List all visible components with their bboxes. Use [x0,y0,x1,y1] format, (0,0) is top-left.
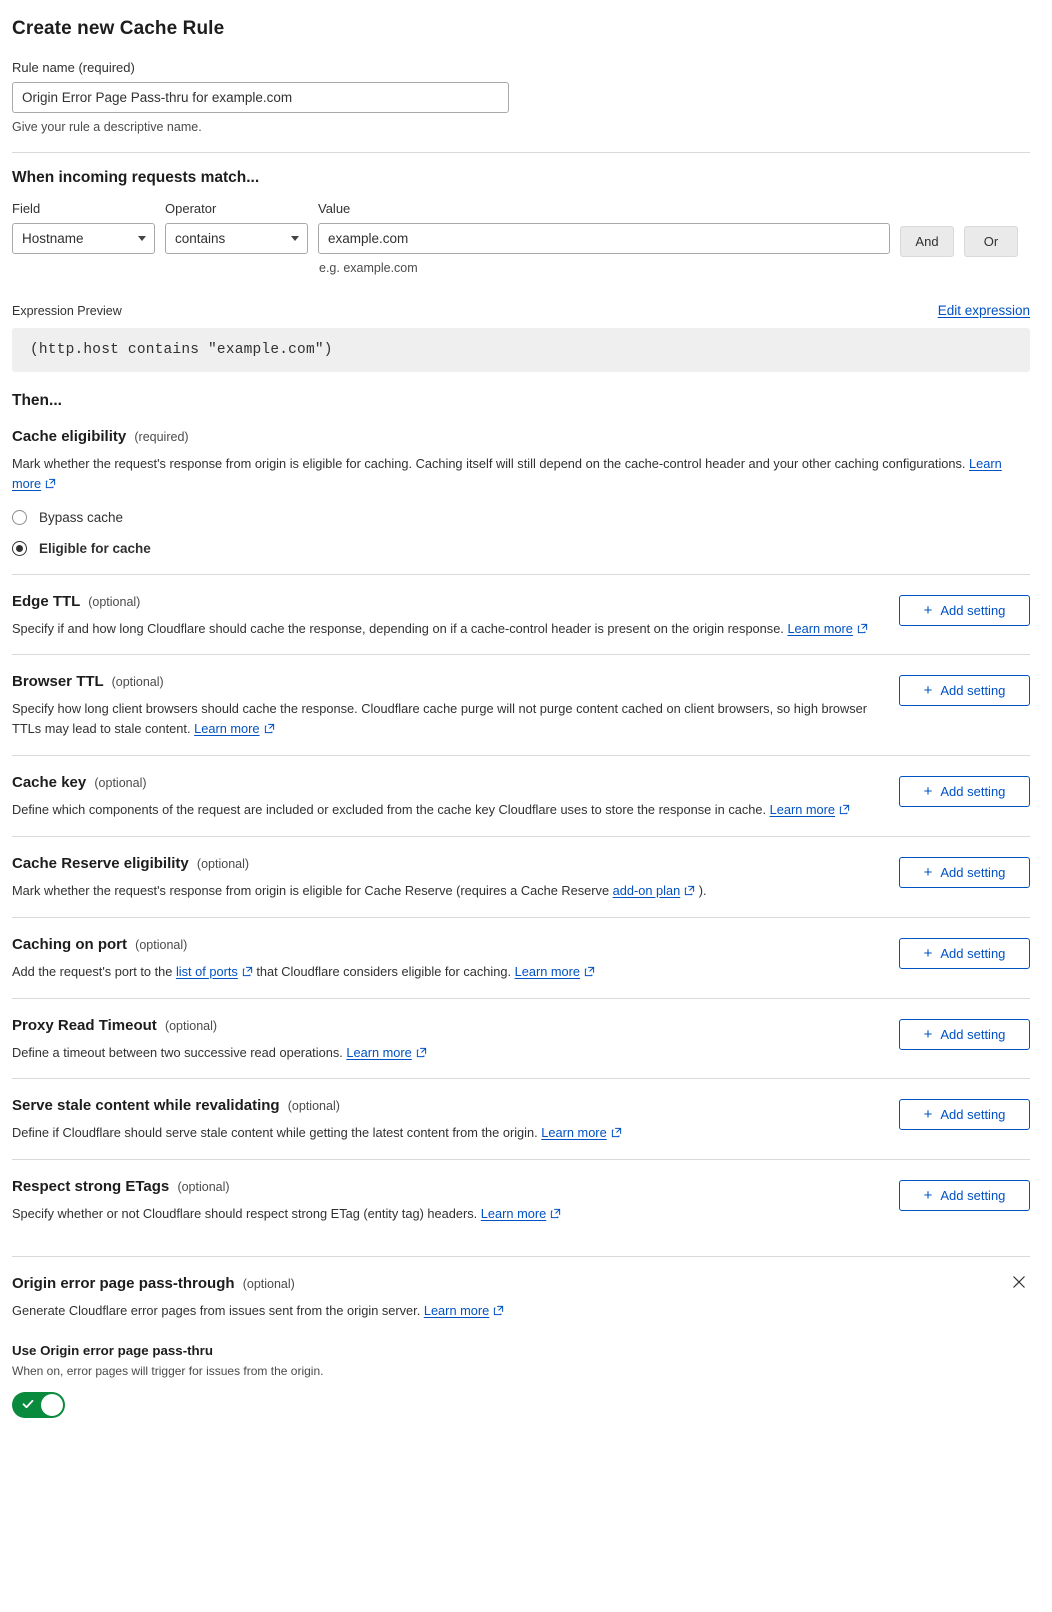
match-row [12,201,1030,275]
rule-name-help: Give your rule a descriptive name. [12,120,202,134]
expression-header [12,303,1030,318]
setting-optional-tag: (optional) [287,1099,340,1114]
external-link-icon [550,1208,561,1219]
radio-eligible-for-cache[interactable] [12,541,1030,556]
add-setting-button-respect-etags[interactable] [899,1180,1030,1211]
page-title: Create new Cache Rule [12,18,225,39]
setting-title-text: Edge TTL [12,592,81,610]
add-setting-button-proxy-read-timeout[interactable] [899,1019,1030,1050]
setting-info-serve-stale [12,1097,899,1143]
origin-error-page-section [12,1256,1030,1421]
add-setting-label: Add setting [940,945,1006,961]
add-setting-button-cache-key[interactable] [899,776,1030,807]
add-setting-label: Add setting [940,1026,1006,1042]
setting-title-text: Browser TTL [12,673,104,691]
setting-title-serve-stale [12,1097,879,1114]
setting-title-text: Respect strong ETags [12,1178,170,1196]
plus-icon: + [923,863,933,881]
setting-title-respect-etags [12,1178,879,1195]
setting-title-cache-key [12,774,879,791]
rule-name-group [12,60,1030,134]
add-setting-button-serve-stale[interactable] [899,1099,1030,1130]
setting-desc-text: Define if Cloudflare should serve stale content while getting the latest content from the origin. [12,1125,538,1141]
setting-desc-browser-ttl [12,699,879,739]
setting-info-edge-ttl [12,593,899,639]
plus-icon: + [923,944,933,962]
or-button[interactable]: Or [964,226,1018,257]
add-setting-label: Add setting [940,784,1006,800]
and-button[interactable]: And [900,226,954,257]
setting-optional-tag: (optional) [196,856,250,871]
setting-title-edge-ttl [12,593,879,610]
learn-more-link-browser-ttl[interactable]: Learn more [194,721,260,737]
match-section-heading: When incoming requests match... [12,169,260,186]
plus-icon: + [923,1106,933,1124]
radio-icon-bypass [12,510,27,525]
setting-row-browser-ttl [12,654,1030,755]
setting-title-text: Caching on port [12,935,127,953]
setting-optional-tag: (optional) [164,1018,218,1033]
or-button-wrap [964,201,1018,257]
add-setting-label: Add setting [940,864,1006,880]
rule-name-label: Rule name (required) [12,60,135,75]
cache-eligibility-learn-more-link[interactable]: Learn more [12,456,1002,491]
setting-info-browser-ttl [12,673,899,739]
origin-error-description [12,1301,1007,1321]
learn-more-link-origin-error[interactable]: Learn more [423,1303,490,1319]
setting-title-browser-ttl [12,673,879,690]
add-setting-button-caching-on-port[interactable] [899,938,1030,969]
edit-expression-link[interactable]: Edit expression [937,303,1030,318]
origin-error-title [12,1275,1030,1292]
origin-error-toggle-title: Use Origin error page pass-thru [12,1342,213,1358]
check-icon [22,1398,34,1410]
add-setting-label: Add setting [940,602,1006,618]
external-link-icon [242,966,253,977]
setting-desc-text-post: ). [698,882,707,898]
setting-title-text: Serve stale content while revalidating [12,1097,280,1115]
setting-optional-tag: (optional) [94,776,147,791]
setting-desc-text-post: that Cloudflare considers eligible for caching. [256,963,512,979]
add-setting-button-cache-reserve[interactable] [899,857,1030,888]
setting-title-caching-on-port [12,936,879,953]
setting-desc-proxy-read-timeout [12,1043,879,1063]
field-label: Field [12,201,41,216]
setting-info-caching-on-port [12,936,899,982]
value-input[interactable] [318,223,890,254]
learn-more-link-edge-ttl[interactable]: Learn more [787,620,853,636]
add-setting-label: Add setting [940,683,1006,699]
list-of-ports-link[interactable]: list of ports [175,963,238,979]
origin-error-toggle-description: When on, error pages will trigger for issues from the origin. [12,1363,324,1378]
origin-error-optional-tag: (optional) [242,1277,295,1292]
expression-preview-box: (http.host contains "example.com") [12,328,1030,372]
setting-desc-text: Add the request's port to the [12,963,173,979]
setting-desc-text: Specify how long client browsers should cache the response. Cloudflare cache purge will not purge content cached on client browsers, so high browser TTLs may lead to stale content. [12,701,868,737]
field-select-wrap [12,223,155,254]
learn-more-link-cache-key[interactable]: Learn more [769,802,836,818]
setting-title-text: Cache key [12,774,87,792]
value-column [318,201,890,275]
setting-title-cache-reserve [12,855,879,872]
add-setting-label: Add setting [940,1107,1006,1123]
cache-eligibility-section [12,428,1030,556]
operator-column [165,201,308,254]
plus-icon: + [923,1187,933,1205]
external-link-icon [611,1127,622,1138]
add-setting-label: Add setting [940,1188,1006,1204]
external-link-icon [857,623,868,634]
learn-more-link-caching-on-port[interactable]: Learn more [514,963,581,979]
setting-info-respect-etags [12,1178,899,1224]
learn-more-link-respect-etags[interactable]: Learn more [480,1206,547,1222]
value-label: Value [318,201,351,216]
setting-desc-cache-key [12,800,879,820]
setting-info-cache-key [12,774,899,820]
then-heading: Then... [12,392,62,409]
setting-optional-tag: (optional) [135,937,188,952]
learn-more-link-proxy-read-timeout[interactable]: Learn more [346,1044,412,1060]
setting-row-respect-etags [12,1159,1030,1240]
external-link-icon [264,723,275,734]
setting-desc-caching-on-port [12,962,879,982]
setting-desc-text: Specify if and how long Cloudflare should cache the response, depending on if a cache-control header is present on the origin response. [12,620,784,636]
origin-error-toggle-switch[interactable] [12,1392,65,1418]
plus-icon: + [923,783,933,801]
setting-row-cache-key [12,755,1030,836]
setting-info-cache-reserve [12,855,899,901]
setting-desc-respect-etags [12,1204,879,1224]
setting-row-proxy-read-timeout [12,998,1030,1079]
setting-desc-text: Define a timeout between two successive read operations. [12,1044,343,1060]
radio-icon-eligible [12,541,27,556]
setting-title-proxy-read-timeout [12,1017,879,1034]
radio-bypass-cache[interactable] [12,510,1030,525]
operator-select[interactable] [165,223,308,254]
operator-label: Operator [165,201,217,216]
setting-desc-serve-stale [12,1123,879,1143]
field-column [12,201,155,254]
radio-label-eligible: Eligible for cache [39,540,151,556]
close-icon[interactable] [1010,1273,1030,1293]
expression-preview-label: Expression Preview [12,304,122,318]
and-button-wrap [900,201,954,257]
value-hint: e.g. example.com [319,261,418,275]
radio-label-bypass: Bypass cache [39,509,124,525]
external-link-icon [684,885,695,896]
field-select[interactable] [12,223,155,254]
external-link-icon [45,478,56,489]
divider-1 [12,152,1030,153]
setting-desc-text: Define which components of the request are included or excluded from the cache key Cloudflare uses to store the response in cache. [12,802,767,818]
setting-title-text: Cache Reserve eligibility [12,854,189,872]
plus-icon: + [923,682,933,700]
cache-eligibility-description-text: Mark whether the request's response from origin is eligible for caching. Caching itself will still depend on the cache-control header and your other caching configurations. [12,456,966,471]
setting-row-caching-on-port [12,917,1030,998]
cache-eligibility-title-text: Cache eligibility [12,428,127,445]
add-setting-button-browser-ttl[interactable] [899,675,1030,706]
external-link-icon [839,804,850,815]
setting-optional-tag: (optional) [177,1180,230,1195]
external-link-icon [493,1305,504,1316]
plus-icon: + [923,601,933,619]
origin-error-title-text: Origin error page pass-through [12,1275,235,1293]
add-setting-button-edge-ttl[interactable] [899,595,1030,626]
setting-row-edge-ttl [12,574,1030,655]
operator-select-wrap [165,223,308,254]
cache-eligibility-title [12,428,1030,445]
origin-error-description-text: Generate Cloudflare error pages from issues sent from the origin server. [12,1303,421,1319]
setting-row-cache-reserve [12,836,1030,917]
setting-optional-tag: (optional) [88,594,141,609]
cache-eligibility-description [12,454,1007,494]
setting-desc-text: Mark whether the request's response from origin is eligible for Cache Reserve (requires a Cache Reserve [12,882,610,898]
add-on-plan-link[interactable]: add-on plan [612,882,681,898]
rule-name-input[interactable] [12,82,509,113]
setting-optional-tag: (optional) [111,675,164,690]
setting-title-text: Proxy Read Timeout [12,1016,157,1034]
setting-row-serve-stale [12,1078,1030,1159]
plus-icon: + [923,1025,933,1043]
setting-desc-cache-reserve [12,881,879,901]
external-link-icon [584,966,595,977]
learn-more-link-serve-stale[interactable]: Learn more [541,1125,607,1141]
external-link-icon [416,1047,427,1058]
setting-info-proxy-read-timeout [12,1017,899,1063]
toggle-knob [41,1394,63,1416]
setting-desc-text: Specify whether or not Cloudflare should respect strong ETag (entity tag) headers. [12,1206,478,1222]
setting-desc-edge-ttl [12,619,879,639]
cache-eligibility-required: (required) [134,430,189,444]
